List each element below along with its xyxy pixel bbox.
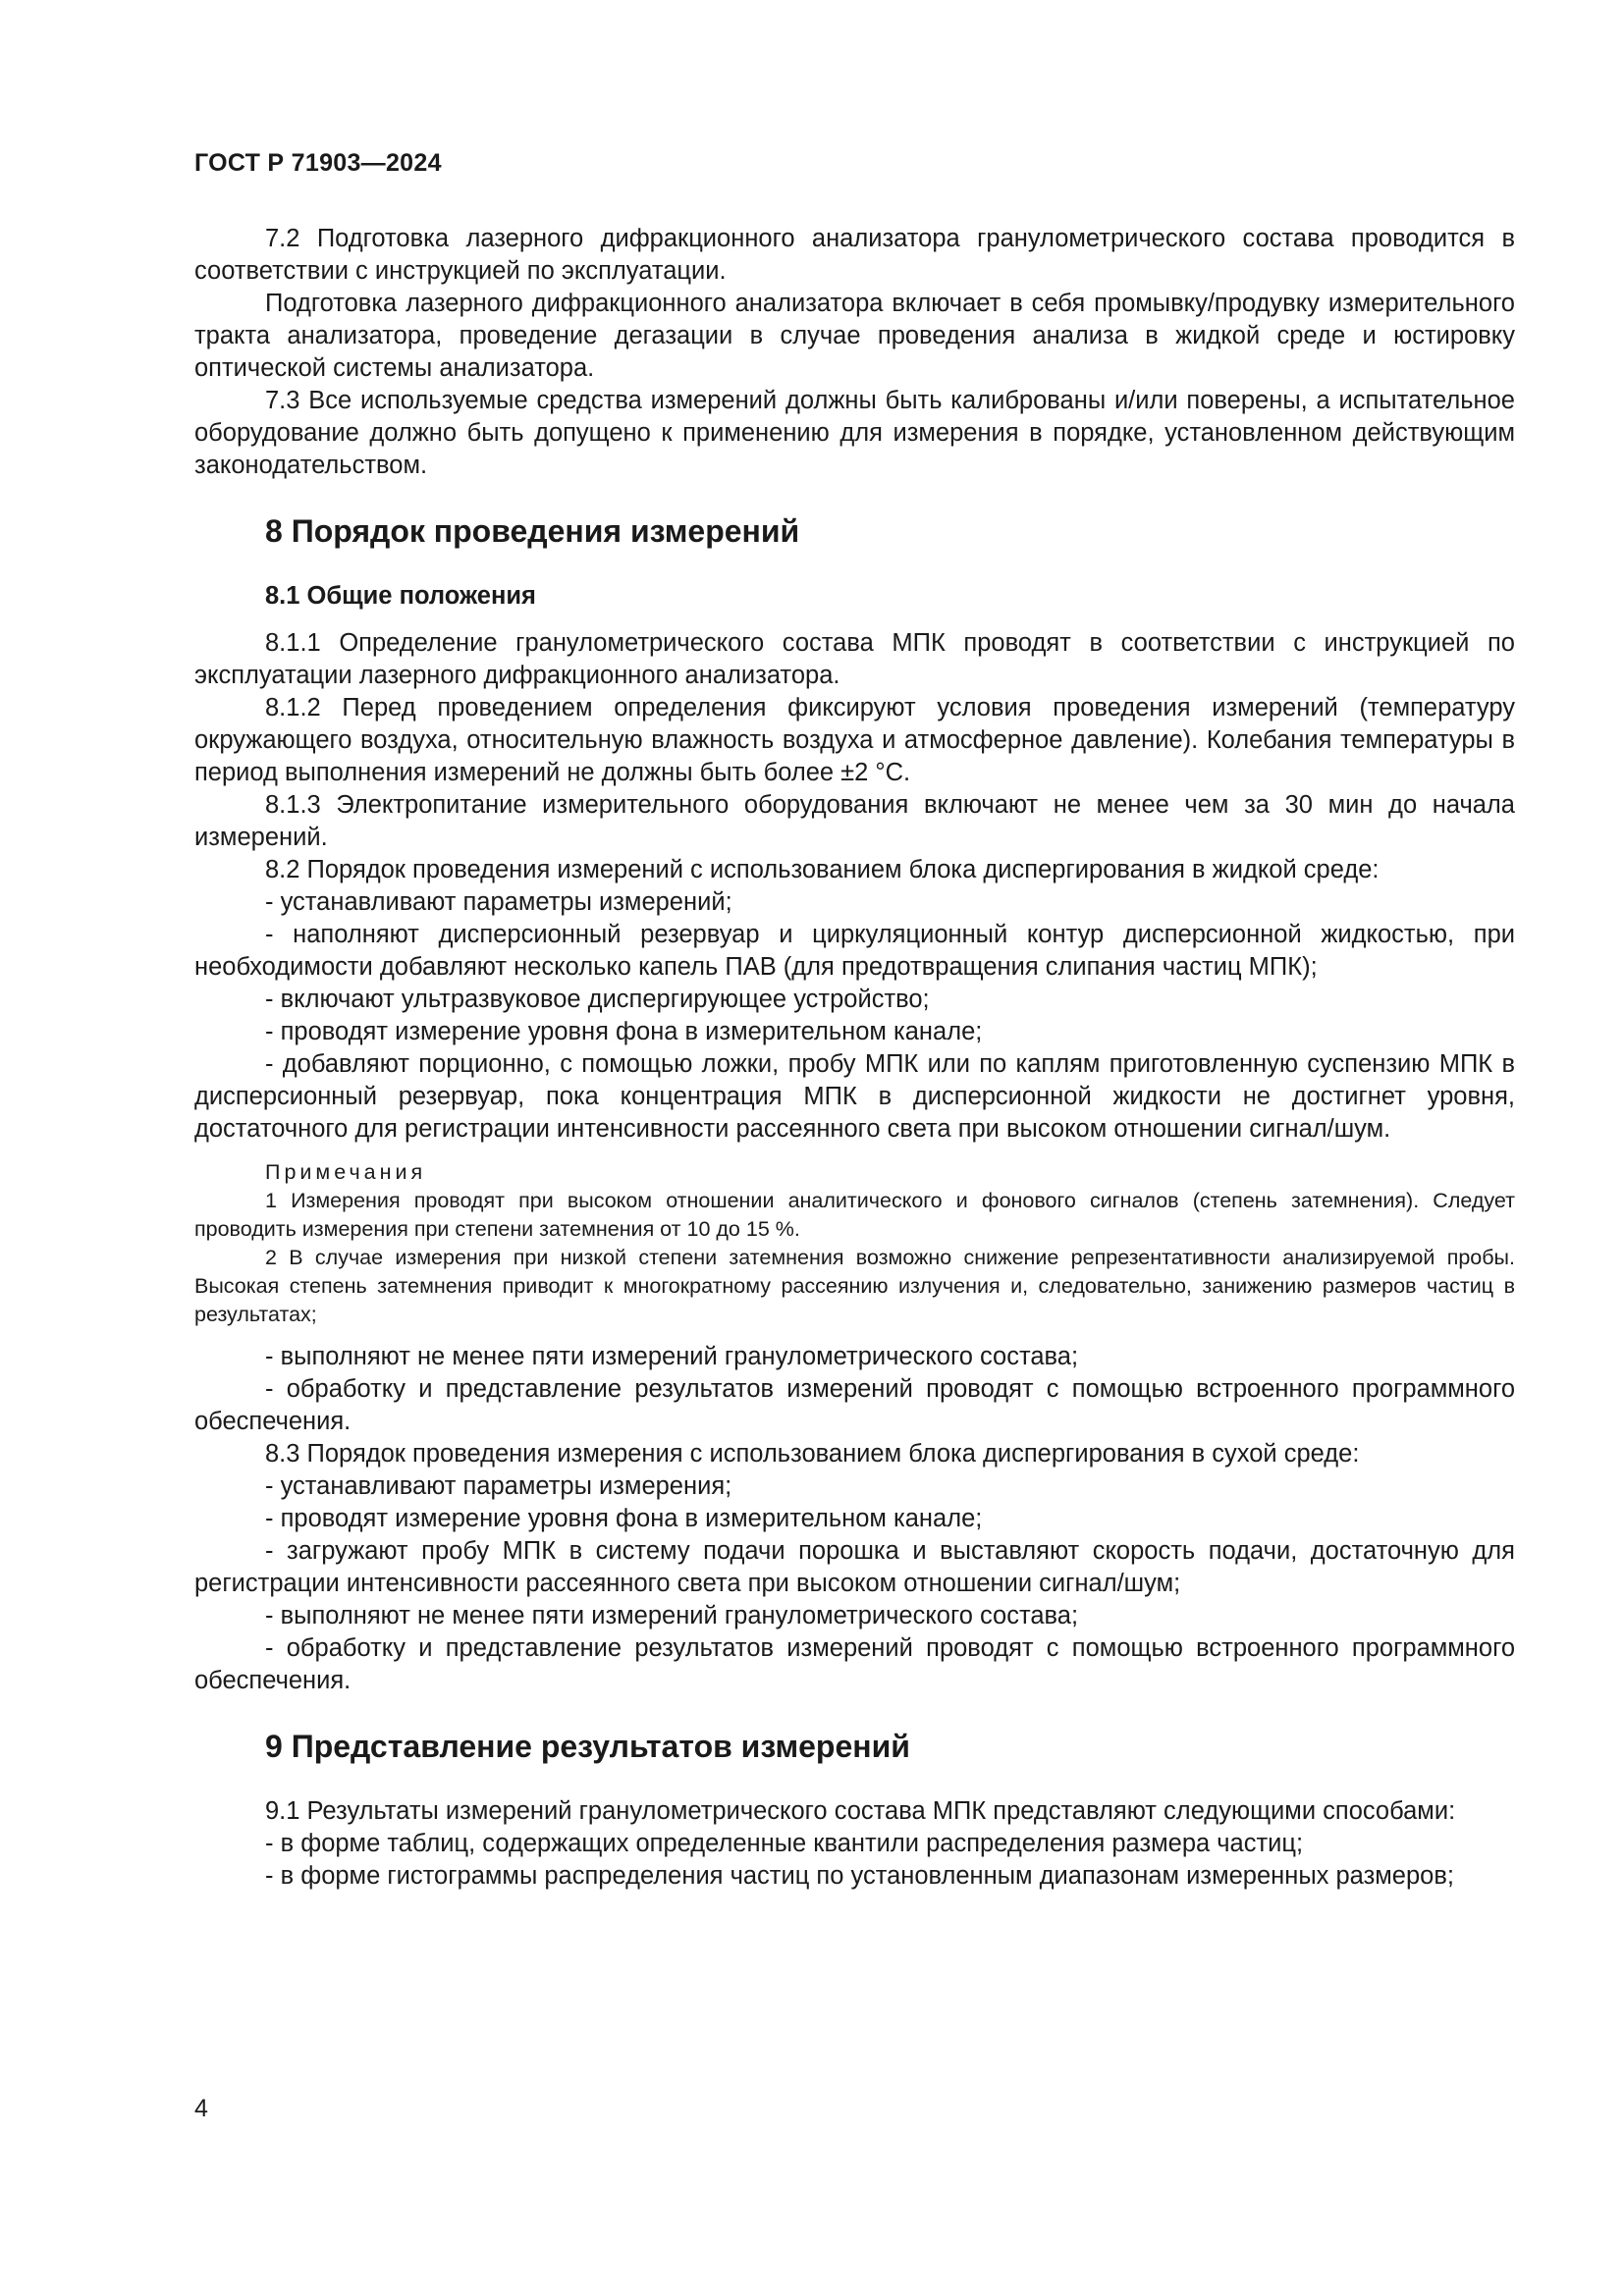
section-8-title: 8 Порядок проведения измерений: [265, 513, 800, 549]
list-item: - загружают пробу МПК в систему подачи порошка и выставляют скорость подачи, достаточную для регистрации интенсивности рассеянного света при высоком отношении сигнал/шум;: [194, 1537, 1515, 1597]
section-8-1-title: 8.1 Общие положения: [265, 582, 536, 610]
list-item: - включают ультразвуковое диспергирующее устройство;: [265, 986, 930, 1013]
list-item: - устанавливают параметры измерения;: [265, 1472, 732, 1500]
document-body: [194, 223, 1515, 1893]
paragraph-7-3: 7.3 Все используемые средства измерений должны быть калиброваны и/или поверены, а испытательное оборудование должно быть допущено к применению для измерения в порядке, установленном действующим законодательством.: [194, 387, 1515, 479]
paragraph-8-1-1: 8.1.1 Определение гранулометрического состава МПК проводят в соответствии с инструкцией по эксплуатации лазерного дифракционного анализатора.: [194, 629, 1515, 689]
paragraph-8-2: 8.2 Порядок проведения измерений с использованием блока диспергирования в жидкой среде:: [265, 856, 1380, 883]
paragraph-7-2-cont: Подготовка лазерного дифракционного анализатора включает в себя промывку/продувку измерительного тракта анализатора, проведение дегазации в случае проведения анализа в жидкой среде и юстировку оптической системы анализатора.: [194, 290, 1515, 382]
section-9-title: 9 Представление результатов измерений: [265, 1729, 910, 1764]
list-item: - проводят измерение уровня фона в измерительном канале;: [265, 1505, 983, 1532]
notes-title: Примечания: [265, 1160, 427, 1184]
paragraph-8-1-2: 8.1.2 Перед проведением определения фиксируют условия проведения измерений (температуру окружающего воздуха, относительную влажность воздуха и атмосферное давление). Колебания температуры в период выполнения измерений не должны быть более ±2 °С.: [194, 694, 1515, 786]
note-1: 1 Измерения проводят при высоком отношении аналитического и фонового сигналов (степень затемнения). Следует проводить измерения при степени затемнения от 10 до 15 %.: [194, 1189, 1515, 1241]
list-item: - проводят измерение уровня фона в измерительном канале;: [265, 1018, 983, 1045]
list-item: - устанавливают параметры измерений;: [265, 888, 732, 916]
list-item: - выполняют не менее пяти измерений гранулометрического состава;: [265, 1343, 1079, 1370]
page-number: 4: [194, 2095, 208, 2122]
paragraph-7-2: 7.2 Подготовка лазерного дифракционного анализатора гранулометрического состава проводится в соответствии с инструкцией по эксплуатации.: [194, 225, 1515, 285]
document-header: ГОСТ Р 71903—2024: [194, 149, 442, 177]
list-item: - наполняют дисперсионный резервуар и циркуляционный контур дисперсионной жидкостью, при необходимости добавляют несколько капель ПАВ (для предотвращения слипания частиц МПК);: [194, 921, 1515, 981]
list-item: - добавляют порционно, с помощью ложки, пробу МПК или по каплям приготовленную суспензию МПК в дисперсионный резервуар, пока концентрация МПК в дисперсионной жидкости не достигнет уровня, достаточного для регистрации интенсивности рассеянного света при высоком отношении сигнал/шум.: [194, 1050, 1515, 1143]
list-item: - в форме гистограммы распределения частиц по установленным диапазонам измеренных размеров;: [265, 1862, 1454, 1890]
note-2: 2 В случае измерения при низкой степени затемнения возможно снижение репрезентативности анализируемой пробы. Высокая степень затемнения приводит к многократному рассеянию излучения и, следовательно, занижению размеров частиц в результатах;: [194, 1246, 1515, 1326]
paragraph-8-3: 8.3 Порядок проведения измерения с использованием блока диспергирования в сухой среде:: [265, 1440, 1360, 1468]
list-item: - выполняют не менее пяти измерений гранулометрического состава;: [265, 1602, 1079, 1629]
paragraph-9-1: 9.1 Результаты измерений гранулометрического состава МПК представляют следующими способами:: [265, 1797, 1456, 1825]
list-item: - в форме таблиц, содержащих определенные квантили распределения размера частиц;: [265, 1830, 1304, 1857]
list-item: - обработку и представление результатов измерений проводят с помощью встроенного программного обеспечения.: [194, 1375, 1515, 1435]
list-item: - обработку и представление результатов измерений проводят с помощью встроенного программного обеспечения.: [194, 1634, 1515, 1694]
paragraph-8-1-3: 8.1.3 Электропитание измерительного оборудования включают не менее чем за 30 мин до начала измерений.: [194, 791, 1515, 851]
